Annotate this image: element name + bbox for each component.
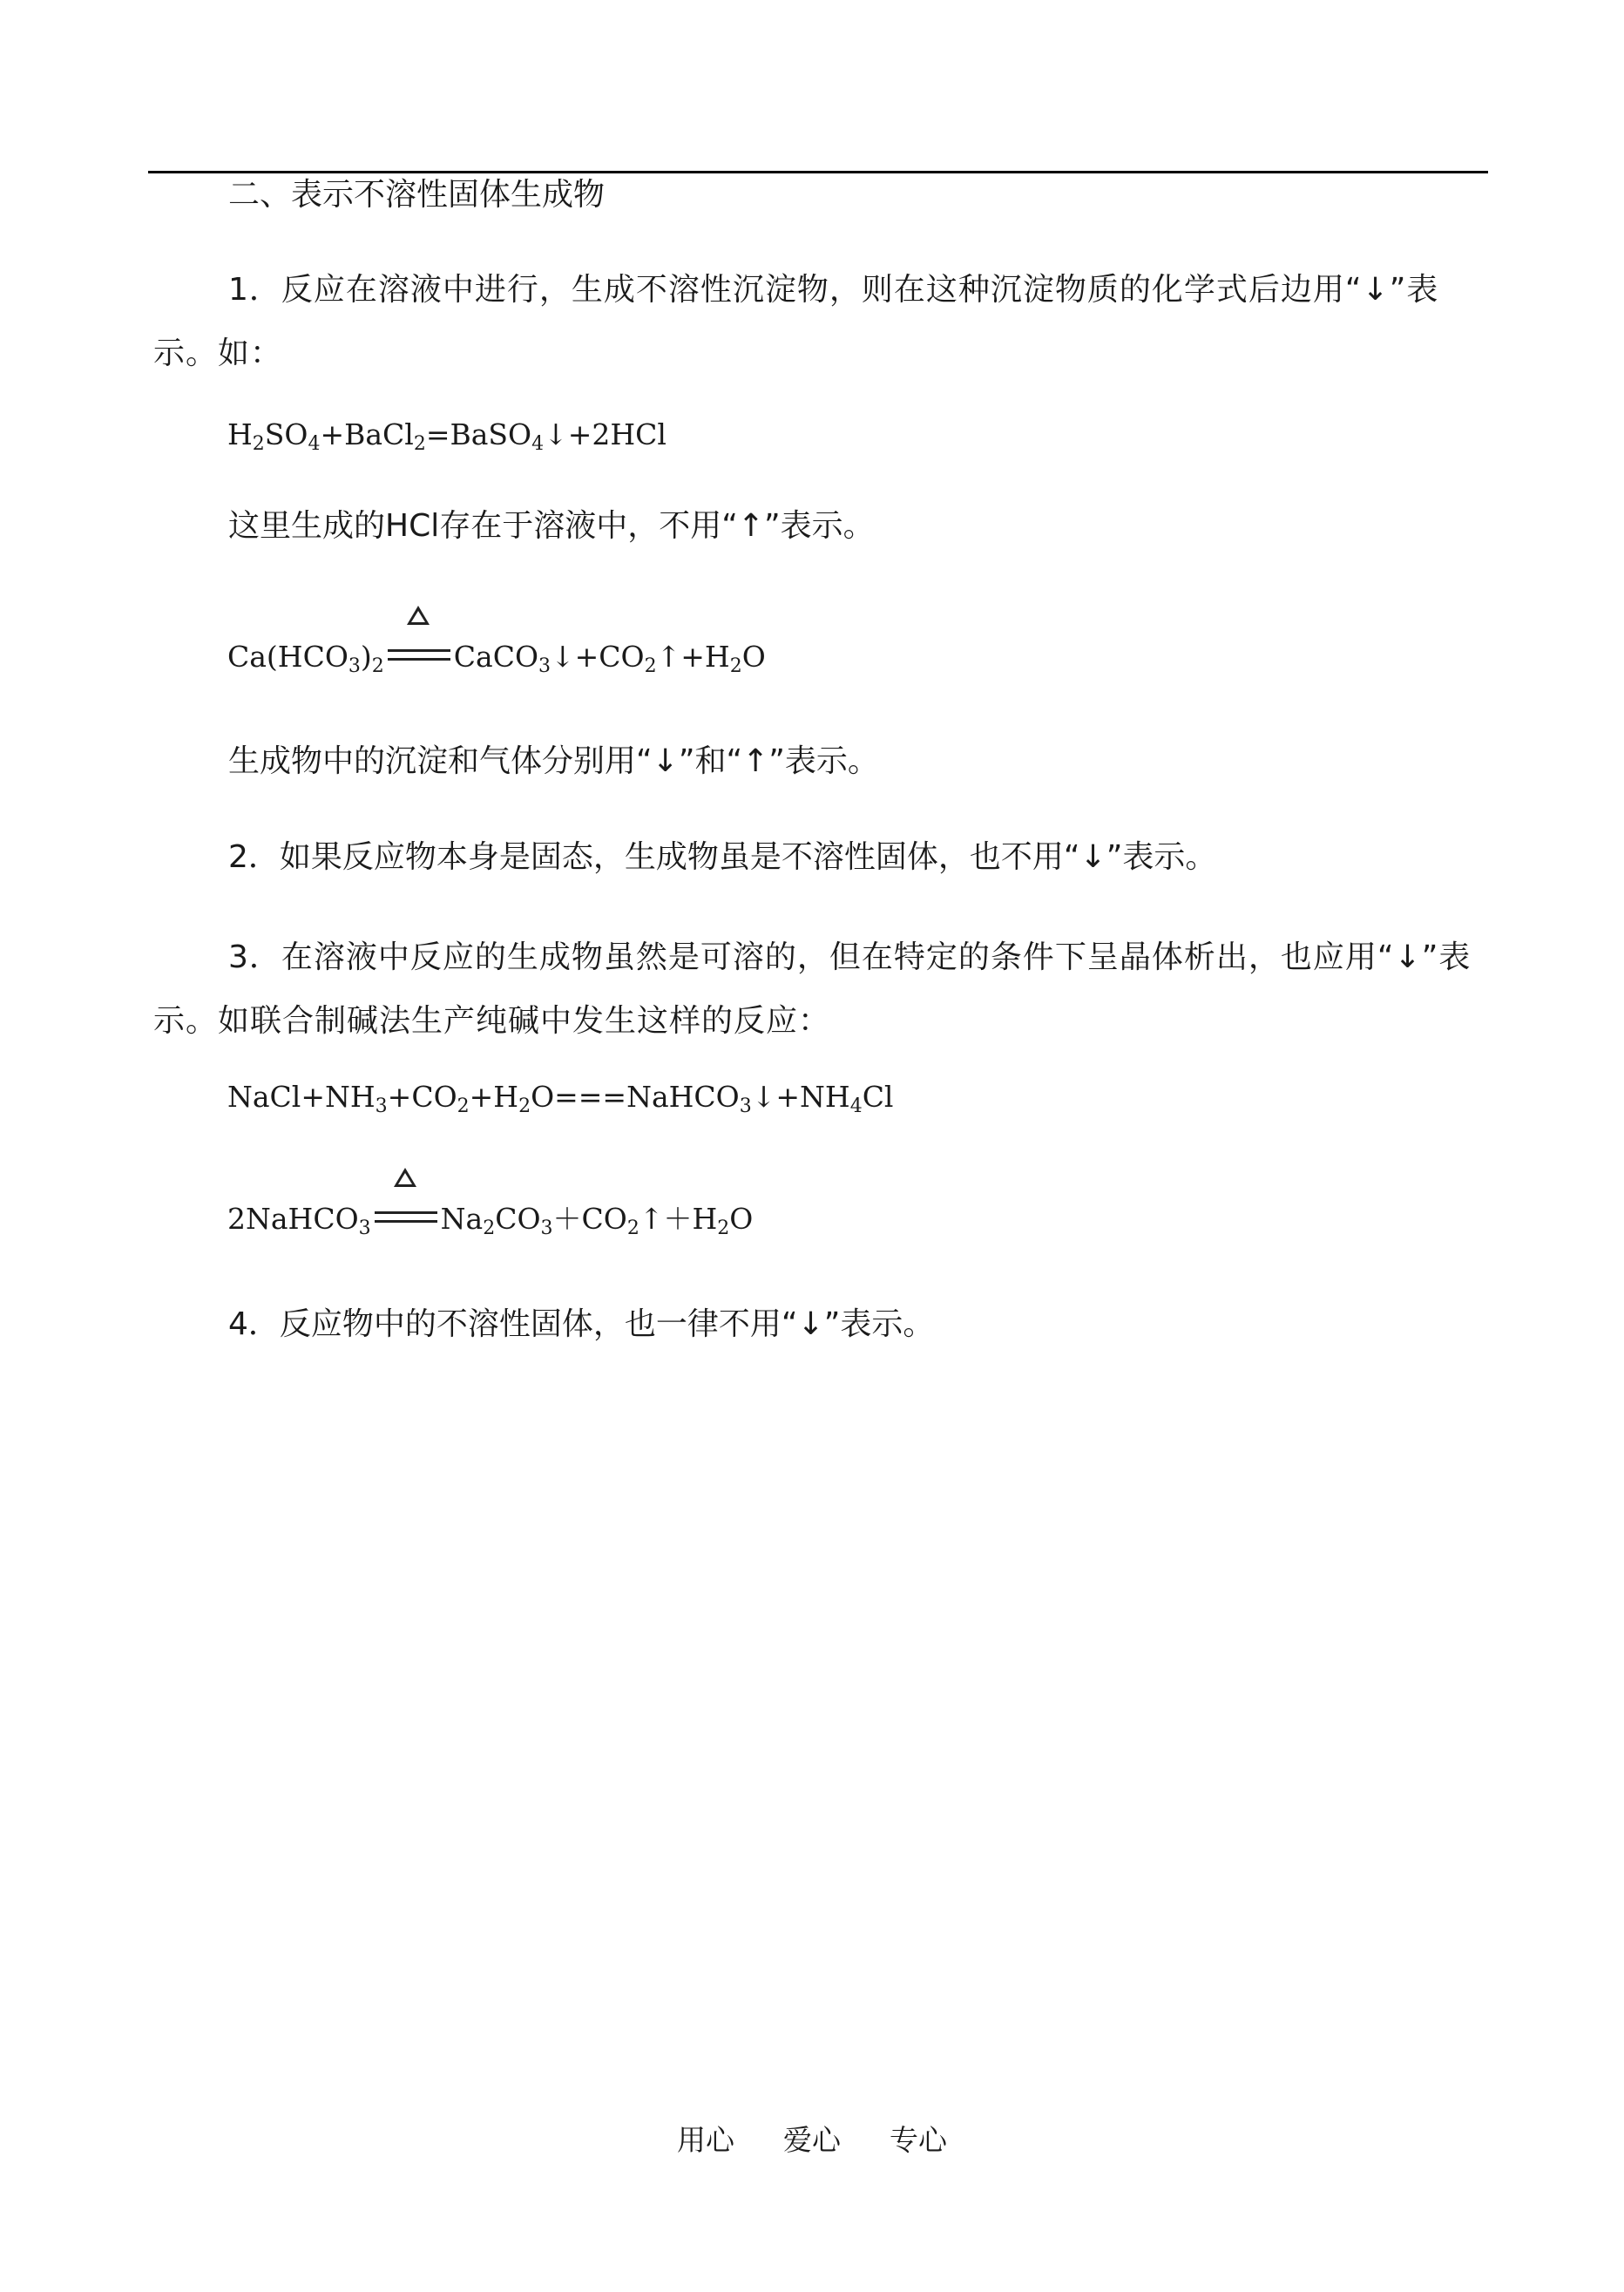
eq4-sub: 2 [717,1217,730,1239]
eq3-part: NaCl+NH [227,1080,376,1114]
eq3-sub: 4 [849,1095,863,1117]
eq3-part: Cl [862,1080,894,1114]
paragraph-2: 这里生成的HCl存在于溶液中，不用“↑”表示。 [228,508,875,544]
eq1-sub: 2 [413,433,426,455]
equation-1 [227,417,667,455]
eq4-sub: 2 [483,1217,496,1239]
eq2-part: Ca(HCO [227,640,348,674]
equation-4 [227,1202,754,1239]
section-heading: 二、表示不溶性固体生成物 [228,177,606,213]
eq4-sub: 3 [540,1217,553,1239]
eq3-sub: 2 [457,1095,470,1117]
eq4-part: Na [440,1202,484,1236]
eq2-part: ) [360,640,372,674]
eq4-sub: 3 [358,1217,371,1239]
footer-word: 爱心 [783,2123,841,2157]
page-footer [0,2118,1624,2159]
eq3-part: O===NaHCO [531,1080,740,1114]
eq3-part: +H [469,1080,519,1114]
eq4-part: CO [495,1202,541,1236]
paragraph-3: 生成物中的沉淀和气体分别用“↓”和“↑”表示。 [228,743,879,779]
eq4-part: 2NaHCO [227,1202,359,1236]
eq2-part: ↑+H [656,640,730,674]
eq1-part: +BaCl [320,417,414,451]
eq2-sub: 2 [729,655,742,677]
eq3-sub: 2 [518,1095,531,1117]
eq1-part: =BaSO [425,417,532,451]
eq1-part: ↓+2HCl [544,417,667,451]
eq2-part: O [741,640,766,674]
paragraph-5: 3．在溶液中反应的生成物虽然是可溶的，但在特定的条件下呈晶体析出，也应用“↓”表示。如联合制碱法生产纯碱中发生这样的反应： [153,939,1472,1039]
heating-condition-icon [388,642,450,672]
footer-word: 专心 [890,2123,947,2157]
eq2-part: ↓+CO [551,640,645,674]
eq1-sub: 4 [308,433,321,455]
eq2-sub: 3 [538,655,551,677]
eq4-part: ↑＋H [639,1202,718,1236]
heating-condition-icon [375,1204,437,1234]
eq1-sub: 4 [531,433,545,455]
footer-word: 用心 [677,2123,734,2157]
paragraph-4: 2．如果反应物本身是固态，生成物虽是不溶性固体，也不用“↓”表示。 [228,839,1217,875]
equation-3 [227,1080,894,1117]
eq2-sub: 3 [348,655,361,677]
eq1-part: SO [264,417,308,451]
eq1-part: H [227,417,253,451]
eq4-part: ＋CO [552,1202,627,1236]
paragraph-6: 4．反应物中的不溶性固体，也一律不用“↓”表示。 [228,1306,935,1342]
eq2-sub: 2 [644,655,657,677]
equation-2 [227,640,766,677]
eq2-sub: 2 [371,655,384,677]
eq4-sub: 2 [626,1217,639,1239]
header-rule [148,171,1488,173]
eq2-part: CaCO [453,640,538,674]
eq3-sub: 3 [739,1095,752,1117]
paragraph-1: 1．反应在溶液中进行，生成不溶性沉淀物，则在这种沉淀物质的化学式后边用“↓”表示。如： [153,272,1439,371]
eq3-sub: 3 [375,1095,388,1117]
eq3-part: ↓+NH [751,1080,850,1114]
eq3-part: +CO [387,1080,457,1114]
eq1-sub: 2 [252,433,265,455]
eq4-part: O [729,1202,754,1236]
